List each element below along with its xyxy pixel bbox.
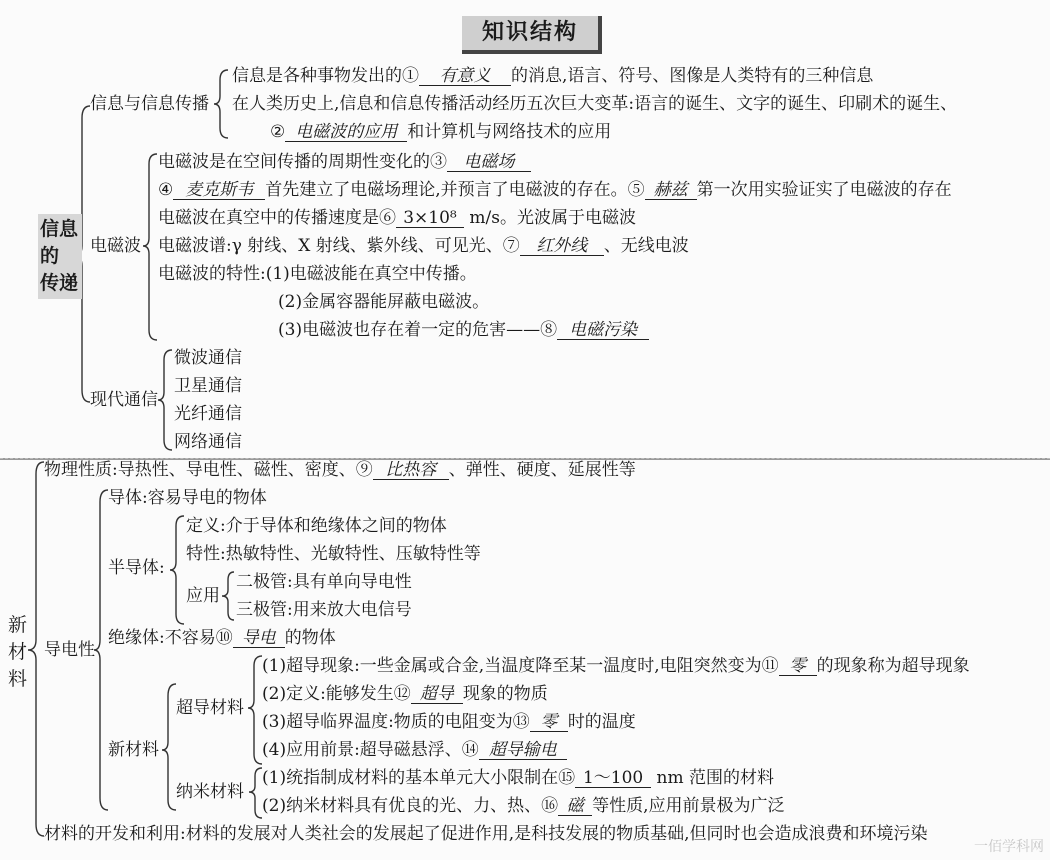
new-materials-sublabel: 新材料	[108, 740, 159, 760]
nanomaterial-label: 纳米材料	[176, 782, 244, 802]
semi-triode: 三极管:用来放大电信号	[236, 600, 412, 620]
super-line-3: (3)超导临界温度:物质的电阻变为⑬ 零 时的温度	[262, 712, 636, 732]
answer-5: 赫兹	[645, 182, 697, 200]
answer-8: 电磁污染	[557, 322, 649, 340]
answer-3: 电磁场	[447, 154, 531, 172]
materials-development-line: 材料的开发和利用:材料的发展对人类社会的发展起了促进作用,是科技发展的物质基础,但同时也会造成浪费和环境污染	[44, 824, 928, 844]
super-line-2: (2)定义:能够发生⑫ 超导 现象的物质	[262, 684, 548, 704]
modern-item-1: 微波通信	[174, 348, 242, 368]
section-label-info-transfer: 信息 的 传递	[38, 214, 82, 299]
answer-1: 有意义	[419, 68, 511, 86]
answer-7: 红外线	[520, 238, 604, 256]
answer-14: 超导输电	[479, 742, 567, 760]
semi-property: 特性:热敏特性、光敏特性、压敏特性等	[186, 544, 481, 564]
answer-2: 电磁波的应用	[285, 124, 407, 142]
modern-item-4: 网络通信	[174, 432, 242, 452]
answer-13: 零	[530, 714, 568, 732]
semiconductor-label: 半导体:	[108, 558, 165, 578]
em-line-7: (3)电磁波也存在着一定的危害——⑧ 电磁污染	[278, 322, 649, 340]
em-line-1: 电磁波是在空间传播的周期性变化的③ 电磁场	[158, 154, 531, 172]
nano-line-2: (2)纳米材料具有优良的光、力、热、⑯ 磁 等性质,应用前景极为广泛	[262, 796, 785, 816]
answer-11: 零	[779, 658, 817, 676]
em-line-4: 电磁波谱:γ 射线、X 射线、紫外线、可见光、⑦ 红外线 、无线电波	[158, 236, 689, 256]
conductivity-label: 导电性	[44, 640, 95, 660]
superconductor-label: 超导材料	[176, 698, 244, 718]
em-line-5: 电磁波的特性:(1)电磁波能在真空中传播。	[158, 264, 477, 284]
answer-12: 超导	[411, 686, 463, 704]
physical-properties-line: 物理性质:导热性、导电性、磁性、密度、⑨ 比热容 、弹性、硬度、延展性等	[44, 460, 636, 480]
page-title: 知识结构	[462, 16, 602, 54]
info-line-1: 信息是各种事物发出的① 有意义 的消息,语言、符号、图像是人类特有的三种信息	[232, 66, 874, 86]
answer-9: 比热容	[373, 462, 449, 480]
watermark: 一佰学科网	[974, 839, 1044, 855]
modern-item-2: 卫星通信	[174, 376, 242, 396]
em-line-2: ④ 麦克斯韦 首先建立了电磁场理论,并预言了电磁波的存在。⑤ 赫兹 第一次用实验证实了电磁波的存在	[158, 180, 952, 200]
semi-diode: 二极管:具有单向导电性	[236, 572, 412, 592]
info-line-2: 在人类历史上,信息和信息传播活动经历五次巨大变革:语言的诞生、文字的诞生、印刷术的诞生、	[232, 94, 958, 114]
insulator-line: 绝缘体:不容易⑩ 导电 的物体	[108, 628, 336, 648]
answer-6: 3×10⁸	[396, 210, 464, 228]
answer-15: 1～100	[575, 770, 651, 788]
info-line-3: ② 电磁波的应用 和计算机与网络技术的应用	[270, 122, 612, 142]
em-line-6: (2)金属容器能屏蔽电磁波。	[278, 292, 490, 312]
info-branch-label: 信息与信息传播	[90, 94, 209, 114]
answer-10: 导电	[233, 630, 285, 648]
answer-4: 麦克斯韦	[173, 182, 265, 200]
answer-16: 磁	[558, 798, 592, 816]
conductor-line: 导体:容易导电的物体	[108, 488, 267, 508]
super-line-4: (4)应用前景:超导磁悬浮、⑭ 超导输电	[262, 742, 567, 760]
modern-comm-label: 现代通信	[90, 390, 158, 410]
super-line-1: (1)超导现象:一些金属或合金,当温度降至某一温度时,电阻突然变为⑪ 零 的现象称为超导现象	[262, 656, 970, 676]
semi-definition: 定义:介于导体和绝缘体之间的物体	[186, 516, 447, 536]
em-line-3: 电磁波在真空中的传播速度是⑥ 3×10⁸ m/s。光波属于电磁波	[158, 208, 636, 228]
nano-line-1: (1)统指制成材料的基本单元大小限制在⑮ 1～100 nm 范围的材料	[262, 768, 774, 788]
semi-application-label: 应用	[186, 586, 220, 606]
modern-item-3: 光纤通信	[174, 404, 242, 424]
section-label-new-materials: 新 材 料	[8, 614, 28, 690]
em-branch-label: 电磁波	[90, 236, 141, 256]
